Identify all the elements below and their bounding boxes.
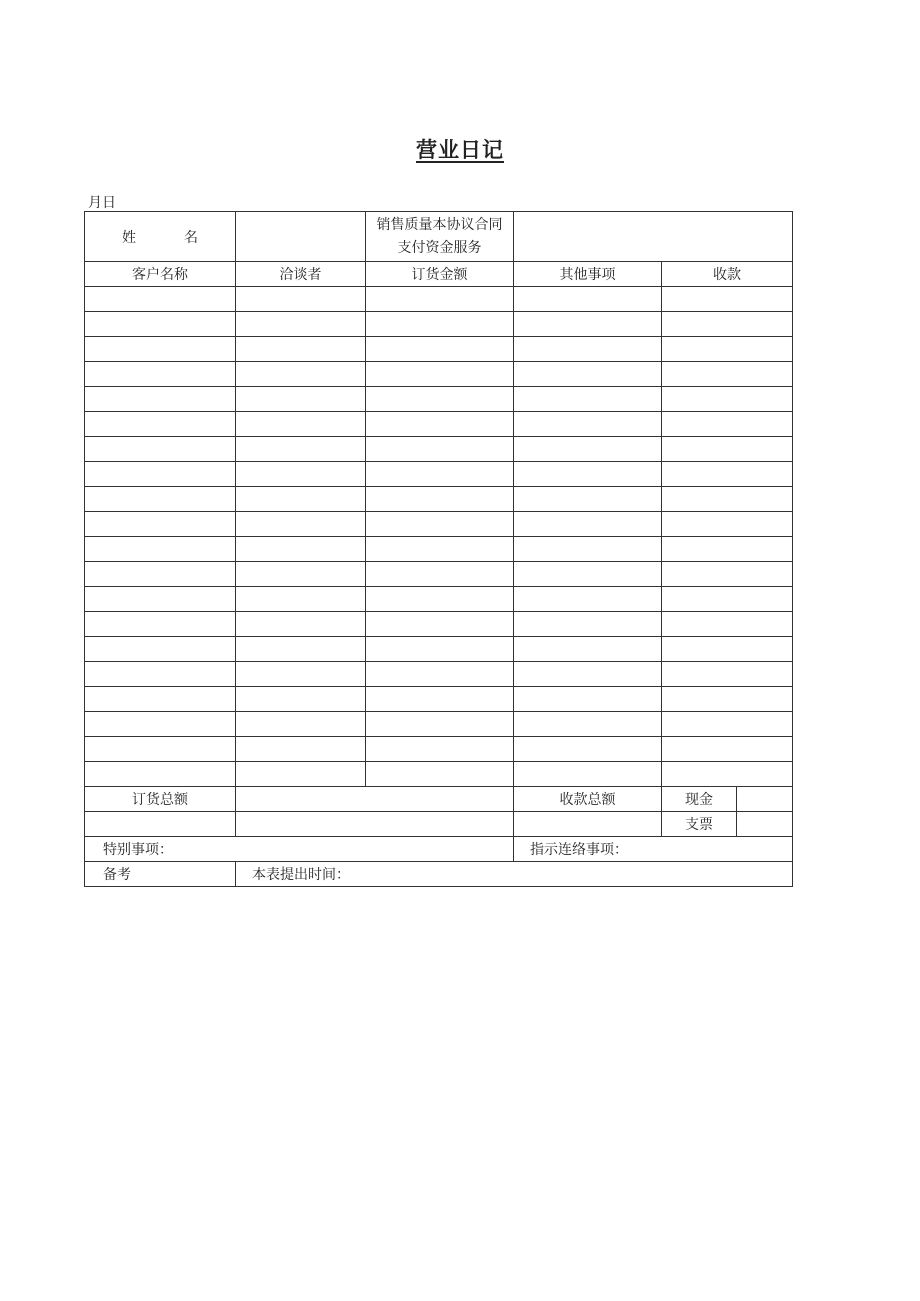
- col-header-receipt: 收款: [662, 262, 793, 287]
- cell-other[interactable]: [514, 512, 662, 537]
- table-row: [85, 312, 793, 337]
- cell-other[interactable]: [514, 737, 662, 762]
- cell-other[interactable]: [514, 712, 662, 737]
- order-total-label: 订货总额: [85, 787, 236, 812]
- cell-negotiator[interactable]: [236, 337, 366, 362]
- cell-receipt[interactable]: [662, 387, 793, 412]
- cash-value[interactable]: [737, 787, 793, 812]
- table-row: [85, 662, 793, 687]
- cell-negotiator[interactable]: [236, 537, 366, 562]
- cell-negotiator[interactable]: [236, 362, 366, 387]
- summary-blank-1[interactable]: [85, 812, 236, 837]
- name-value-cell[interactable]: [236, 212, 366, 262]
- cell-customer[interactable]: [85, 662, 236, 687]
- cell-order-amount[interactable]: [366, 762, 514, 787]
- cell-receipt[interactable]: [662, 512, 793, 537]
- cell-negotiator[interactable]: [236, 512, 366, 537]
- submit-time[interactable]: 本表提出时间：: [236, 862, 793, 887]
- cell-customer[interactable]: [85, 362, 236, 387]
- cell-customer[interactable]: [85, 687, 236, 712]
- cell-other[interactable]: [514, 612, 662, 637]
- table-row: [85, 637, 793, 662]
- cell-negotiator[interactable]: [236, 712, 366, 737]
- table-row: [85, 737, 793, 762]
- cell-customer[interactable]: [85, 462, 236, 487]
- cell-other[interactable]: [514, 287, 662, 312]
- table-row: [85, 412, 793, 437]
- cell-other[interactable]: [514, 487, 662, 512]
- cell-other[interactable]: [514, 387, 662, 412]
- cell-receipt[interactable]: [662, 562, 793, 587]
- cell-order-amount[interactable]: [366, 337, 514, 362]
- table-row: [85, 287, 793, 312]
- cell-negotiator[interactable]: [236, 587, 366, 612]
- cell-negotiator[interactable]: [236, 737, 366, 762]
- table-row: [85, 687, 793, 712]
- table-row: [85, 612, 793, 637]
- cell-negotiator[interactable]: [236, 487, 366, 512]
- cell-negotiator[interactable]: [236, 312, 366, 337]
- summary-row-2: [85, 812, 793, 837]
- cash-label: 现金: [662, 787, 737, 812]
- cell-other[interactable]: [514, 312, 662, 337]
- receipt-total-label: 收款总额: [514, 787, 662, 812]
- table-row: [85, 562, 793, 587]
- cell-order-amount[interactable]: [366, 512, 514, 537]
- remarks-row: [85, 862, 793, 887]
- cell-receipt[interactable]: [662, 437, 793, 462]
- cell-other[interactable]: [514, 412, 662, 437]
- cell-receipt[interactable]: [662, 287, 793, 312]
- cell-customer[interactable]: [85, 287, 236, 312]
- cell-other[interactable]: [514, 687, 662, 712]
- summary-blank-3[interactable]: [514, 812, 662, 837]
- special-matters[interactable]: 特别事项：: [85, 837, 514, 862]
- cell-customer[interactable]: [85, 537, 236, 562]
- cell-order-amount[interactable]: [366, 662, 514, 687]
- cell-other[interactable]: [514, 537, 662, 562]
- cell-negotiator[interactable]: [236, 662, 366, 687]
- cell-receipt[interactable]: [662, 462, 793, 487]
- cell-other[interactable]: [514, 462, 662, 487]
- col-header-negotiator: 洽谈者: [236, 262, 366, 287]
- cell-receipt[interactable]: [662, 337, 793, 362]
- table-row: [85, 362, 793, 387]
- cell-receipt[interactable]: [662, 737, 793, 762]
- summary-row-1: [85, 787, 793, 812]
- cell-order-amount[interactable]: [366, 312, 514, 337]
- category-note: 销售质量本协议合同 支付资金服务: [376, 216, 503, 256]
- cell-customer[interactable]: [85, 337, 236, 362]
- cell-order-amount[interactable]: [366, 462, 514, 487]
- cell-customer[interactable]: [85, 712, 236, 737]
- cell-receipt[interactable]: [662, 537, 793, 562]
- name-label: 姓 名: [122, 229, 198, 246]
- cell-negotiator[interactable]: [236, 612, 366, 637]
- cell-receipt[interactable]: [662, 362, 793, 387]
- table-row: [85, 712, 793, 737]
- table-row: [85, 337, 793, 362]
- cell-customer[interactable]: [85, 487, 236, 512]
- date-label: 月日: [88, 195, 116, 211]
- col-header-other: 其他事项: [514, 262, 662, 287]
- cell-other[interactable]: [514, 637, 662, 662]
- instruction-matters[interactable]: 指示连络事项：: [514, 837, 793, 862]
- cell-order-amount[interactable]: [366, 487, 514, 512]
- cell-customer[interactable]: [85, 412, 236, 437]
- table-row: [85, 487, 793, 512]
- cell-order-amount[interactable]: [366, 637, 514, 662]
- column-header-row: [85, 262, 793, 287]
- cell-order-amount[interactable]: [366, 612, 514, 637]
- category-note-cell: [366, 212, 514, 262]
- cell-negotiator[interactable]: [236, 387, 366, 412]
- cell-other[interactable]: [514, 362, 662, 387]
- cell-order-amount[interactable]: [366, 362, 514, 387]
- table-row: [85, 512, 793, 537]
- cell-receipt[interactable]: [662, 712, 793, 737]
- cell-receipt[interactable]: [662, 587, 793, 612]
- cell-receipt[interactable]: [662, 687, 793, 712]
- cell-customer[interactable]: [85, 312, 236, 337]
- table-row: [85, 587, 793, 612]
- cell-order-amount[interactable]: [366, 687, 514, 712]
- check-value[interactable]: [737, 812, 793, 837]
- cell-receipt[interactable]: [662, 662, 793, 687]
- table-row: [85, 762, 793, 787]
- cell-other[interactable]: [514, 437, 662, 462]
- category-value-cell[interactable]: [514, 212, 793, 262]
- cell-other[interactable]: [514, 762, 662, 787]
- col-header-order-amount: 订货金额: [366, 262, 514, 287]
- cell-order-amount[interactable]: [366, 562, 514, 587]
- cell-negotiator[interactable]: [236, 412, 366, 437]
- cell-negotiator[interactable]: [236, 437, 366, 462]
- cell-receipt[interactable]: [662, 412, 793, 437]
- table-row: [85, 437, 793, 462]
- name-label-cell: [85, 212, 236, 262]
- order-total-value[interactable]: [236, 787, 514, 812]
- cell-order-amount[interactable]: [366, 437, 514, 462]
- cell-customer[interactable]: [85, 637, 236, 662]
- summary-blank-2[interactable]: [236, 812, 514, 837]
- table-row: [85, 387, 793, 412]
- cell-other[interactable]: [514, 562, 662, 587]
- cell-negotiator[interactable]: [236, 762, 366, 787]
- table-row: [85, 537, 793, 562]
- col-header-customer: 客户名称: [85, 262, 236, 287]
- header-row: [85, 212, 793, 262]
- cell-order-amount[interactable]: [366, 387, 514, 412]
- cell-other[interactable]: [514, 337, 662, 362]
- cell-receipt[interactable]: [662, 637, 793, 662]
- cell-negotiator[interactable]: [236, 287, 366, 312]
- cell-negotiator[interactable]: [236, 687, 366, 712]
- cell-other[interactable]: [514, 662, 662, 687]
- cell-other[interactable]: [514, 587, 662, 612]
- cell-order-amount[interactable]: [366, 737, 514, 762]
- cell-customer[interactable]: [85, 512, 236, 537]
- cell-customer[interactable]: [85, 612, 236, 637]
- page-title-text: 营业日记: [416, 138, 504, 162]
- remarks-label: 备考: [85, 862, 236, 887]
- cell-customer[interactable]: [85, 387, 236, 412]
- cell-receipt[interactable]: [662, 762, 793, 787]
- cell-receipt[interactable]: [662, 612, 793, 637]
- special-row: [85, 837, 793, 862]
- cell-customer[interactable]: [85, 437, 236, 462]
- page-title: [0, 134, 920, 164]
- business-diary-table: [84, 211, 793, 887]
- cell-negotiator[interactable]: [236, 562, 366, 587]
- cell-customer[interactable]: [85, 587, 236, 612]
- cell-customer[interactable]: [85, 737, 236, 762]
- cell-customer[interactable]: [85, 762, 236, 787]
- cell-negotiator[interactable]: [236, 637, 366, 662]
- cell-receipt[interactable]: [662, 312, 793, 337]
- table-row: [85, 462, 793, 487]
- cell-order-amount[interactable]: [366, 587, 514, 612]
- cell-receipt[interactable]: [662, 487, 793, 512]
- cell-order-amount[interactable]: [366, 412, 514, 437]
- cell-order-amount[interactable]: [366, 537, 514, 562]
- cell-order-amount[interactable]: [366, 287, 514, 312]
- cell-order-amount[interactable]: [366, 712, 514, 737]
- cell-negotiator[interactable]: [236, 462, 366, 487]
- check-label: 支票: [662, 812, 737, 837]
- cell-customer[interactable]: [85, 562, 236, 587]
